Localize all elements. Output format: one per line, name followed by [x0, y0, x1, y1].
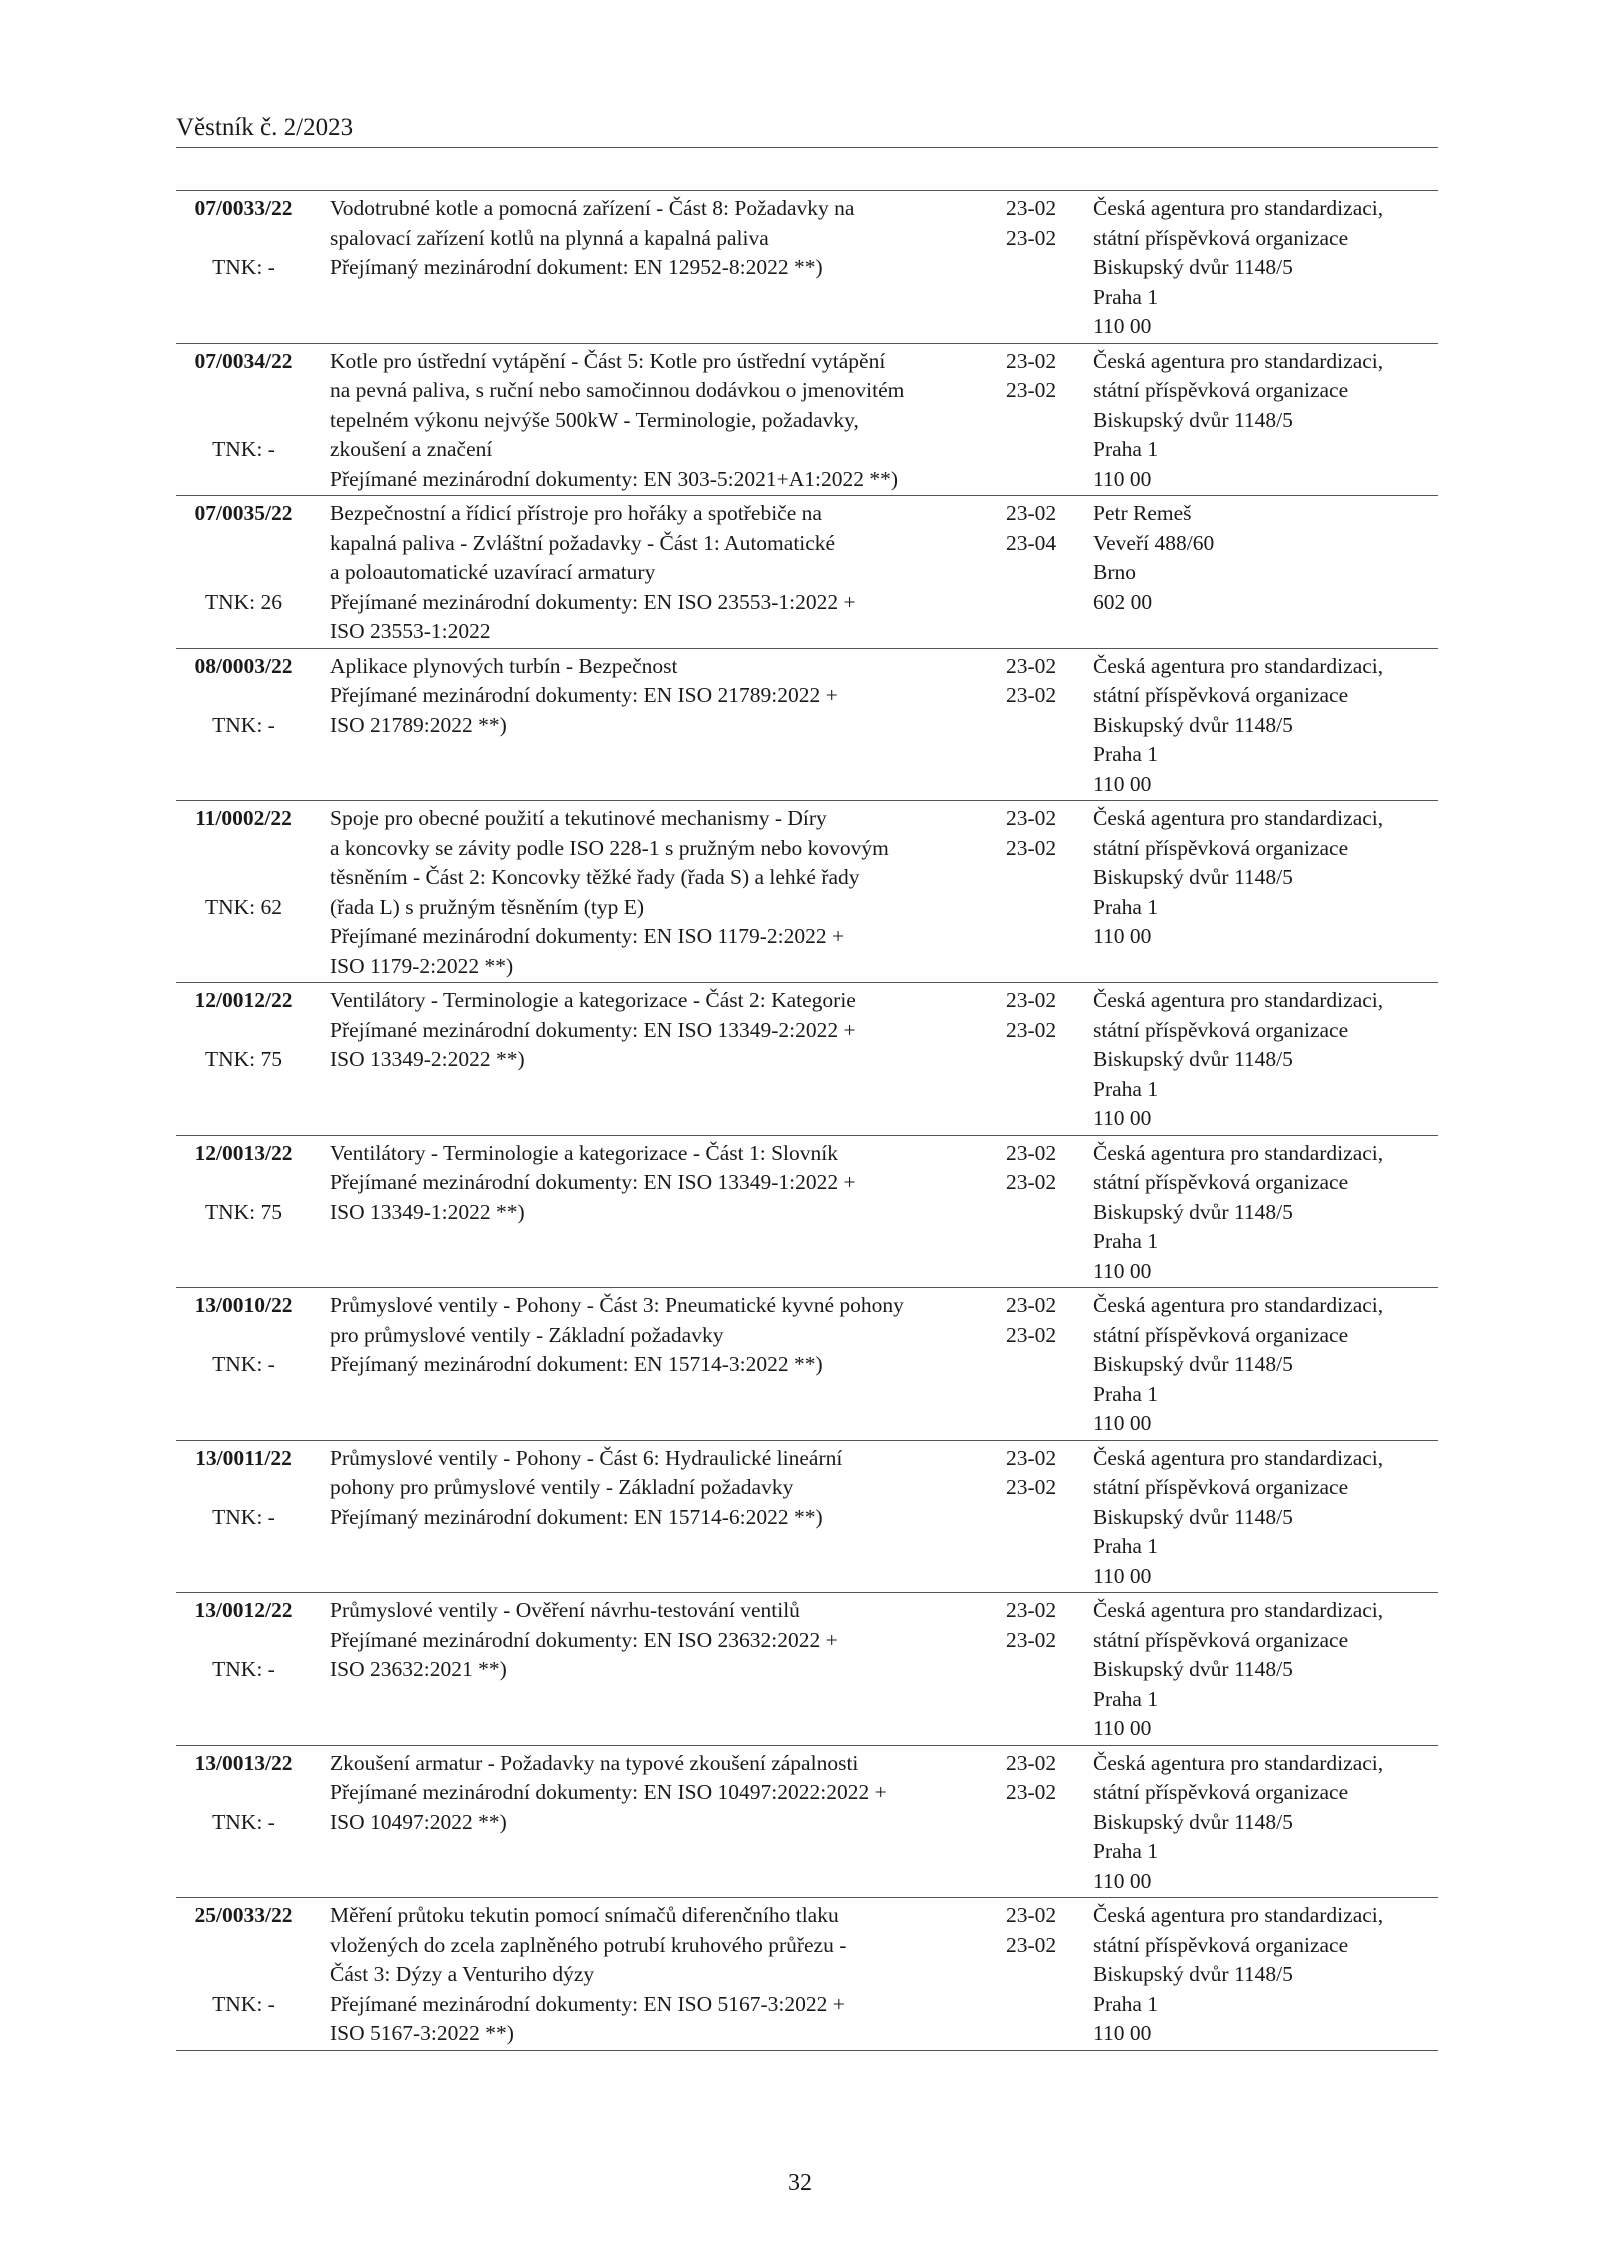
entry-organization-line: Biskupský dvůr 1148/5 [1093, 407, 1293, 432]
standards-table [176, 190, 1438, 2051]
entry-date: 23-02 [1006, 1932, 1057, 1957]
entry-organization-line: Česká agentura pro standardizaci, [1093, 1598, 1384, 1622]
column-gap [311, 1593, 330, 1746]
spacer [176, 558, 311, 588]
entry-date: 23-02 [1006, 1627, 1057, 1652]
entry-dates-cell [1006, 801, 1093, 983]
entry-title-cell [330, 496, 1006, 649]
entry-organization-line: 110 00 [1093, 466, 1152, 491]
entry-organization-line: státní příspěvková organizace [1093, 1170, 1349, 1194]
entry-organization-line: 110 00 [1093, 1411, 1152, 1435]
entry-dates-cell [1006, 1593, 1093, 1746]
entry-organization-line: 110 00 [1093, 1106, 1152, 1130]
entry-organization-line: 110 00 [1093, 1868, 1152, 1893]
entry-organization-line: Biskupský dvůr 1148/5 [1093, 712, 1293, 737]
spacer [176, 1626, 311, 1656]
entry-title-line: ISO 23553-1:2022 [330, 619, 491, 643]
column-gap [311, 191, 330, 344]
spacer [176, 1473, 311, 1503]
entry-tnk: TNK: - [212, 1504, 275, 1529]
entry-organization-line: Biskupský dvůr 1148/5 [1093, 1809, 1293, 1834]
table-row [176, 1593, 1438, 1746]
entry-organization-line: státní příspěvková organizace [1093, 378, 1349, 402]
table-row [176, 496, 1438, 649]
entry-code: 07/0034/22 [194, 348, 293, 373]
entry-code: 13/0012/22 [194, 1598, 293, 1622]
entry-title-cell [330, 1440, 1006, 1593]
entry-organization-line: státní příspěvková organizace [1093, 1932, 1349, 1957]
entry-organization-cell [1093, 983, 1438, 1136]
entry-organization-line: 110 00 [1093, 314, 1152, 338]
spacer [176, 1168, 311, 1198]
entry-dates-cell [1006, 496, 1093, 649]
entry-date: 23-02 [1006, 348, 1057, 373]
entry-date: 23-02 [1006, 378, 1057, 402]
entry-title-cell [330, 1135, 1006, 1288]
entry-code: 13/0010/22 [194, 1293, 293, 1317]
entry-organization-line: státní příspěvková organizace [1093, 1780, 1349, 1804]
entry-title-cell [330, 1898, 1006, 2051]
entry-title-line: Přejímané mezinárodní dokumenty: EN ISO 5167-3:2022 + [330, 1991, 845, 2016]
entry-code: 13/0011/22 [195, 1445, 292, 1470]
entry-title-cell [330, 343, 1006, 496]
entry-code: 07/0035/22 [194, 501, 293, 525]
column-gap [311, 1135, 330, 1288]
entry-code: 08/0003/22 [194, 653, 293, 678]
entry-organization-line: Česká agentura pro standardizaci, [1093, 1293, 1384, 1317]
spacer [176, 681, 311, 711]
entry-title-line: Zkoušení armatur - Požadavky na typové zkoušení zápalnosti [330, 1750, 859, 1775]
entry-title-cell [330, 648, 1006, 801]
entry-code-cell [176, 343, 311, 496]
entry-title-line: ISO 10497:2022 **) [330, 1809, 507, 1834]
table-row [176, 983, 1438, 1136]
table-row [176, 648, 1438, 801]
entry-title-line: Ventilátory - Terminologie a kategorizace - Část 1: Slovník [330, 1140, 838, 1165]
standards-table-body [176, 191, 1438, 2051]
entry-date: 23-02 [1006, 835, 1057, 860]
entry-code-cell [176, 983, 311, 1136]
entry-code-cell [176, 1440, 311, 1593]
entry-title-line: ISO 21789:2022 **) [330, 712, 507, 737]
entry-organization-line: Praha 1 [1093, 1534, 1159, 1558]
entry-code-cell [176, 801, 311, 983]
entry-title-line: Aplikace plynových turbín - Bezpečnost [330, 653, 678, 678]
entry-title-line: ISO 1179-2:2022 **) [330, 953, 514, 978]
entry-date: 23-02 [1006, 806, 1057, 830]
spacer [176, 1778, 311, 1808]
table-row [176, 801, 1438, 983]
entry-title-line: Přejímané mezinárodní dokumenty: EN ISO 23632:2022 + [330, 1627, 838, 1652]
entry-title-line: vložených do zcela zaplněného potrubí kruhového průřezu - [330, 1932, 847, 1957]
entry-tnk: TNK: 75 [204, 1047, 283, 1071]
entry-organization-cell [1093, 801, 1438, 983]
entry-organization-line: Praha 1 [1093, 437, 1159, 461]
entry-organization-line: Biskupský dvůr 1148/5 [1093, 255, 1293, 279]
entry-organization-line: Biskupský dvůr 1148/5 [1093, 1657, 1293, 1681]
entry-organization-line: Praha 1 [1093, 284, 1159, 309]
entry-code-cell [176, 1135, 311, 1288]
entry-date: 23-02 [1006, 1598, 1057, 1622]
entry-date: 23-02 [1006, 1293, 1057, 1317]
entry-organization-line: Praha 1 [1093, 1229, 1159, 1253]
entry-organization-line: státní příspěvková organizace [1093, 1475, 1349, 1499]
entry-title-cell [330, 1593, 1006, 1746]
entry-organization-line: státní příspěvková organizace [1093, 683, 1349, 707]
entry-title-line: Přejímané mezinárodní dokumenty: EN ISO 10497:2022:2022 + [330, 1780, 887, 1804]
entry-organization-line: 110 00 [1093, 2021, 1152, 2045]
entry-organization-cell [1093, 1745, 1438, 1898]
entry-date: 23-02 [1006, 1475, 1057, 1499]
entry-organization-line: 110 00 [1093, 1563, 1152, 1588]
entry-title-cell [330, 1745, 1006, 1898]
entry-title-line: kapalná paliva - Zvláštní požadavky - Část 1: Automatické [330, 530, 836, 555]
entry-organization-line: Praha 1 [1093, 894, 1159, 919]
entry-date: 23-02 [1006, 1170, 1057, 1194]
entry-code-cell [176, 1593, 311, 1746]
column-gap [311, 983, 330, 1136]
entry-date: 23-02 [1006, 1017, 1057, 1042]
table-row [176, 1288, 1438, 1441]
entry-organization-line: 602 00 [1093, 589, 1153, 614]
entry-title-line: Přejímaný mezinárodní dokument: EN 15714-3:2022 **) [330, 1352, 823, 1376]
entry-organization-cell [1093, 1593, 1438, 1746]
entry-organization-line: Česká agentura pro standardizaci, [1093, 196, 1384, 220]
entry-date: 23-02 [1006, 653, 1057, 678]
spacer [176, 406, 311, 436]
entry-title-line: (řada L) s pružným těsněním (typ E) [330, 894, 645, 919]
entry-code: 25/0033/22 [194, 1903, 293, 1927]
entry-organization-line: Veveří 488/60 [1093, 530, 1215, 555]
entry-tnk: TNK: - [212, 1809, 275, 1834]
entry-title-line: a poloautomatické uzavírací armatury [330, 560, 656, 584]
entry-title-cell [330, 801, 1006, 983]
entry-organization-line: Biskupský dvůr 1148/5 [1093, 1352, 1293, 1376]
spacer [176, 863, 311, 893]
entry-organization-line: Česká agentura pro standardizaci, [1093, 1140, 1384, 1165]
entry-title-line: Vodotrubné kotle a pomocná zařízení - Část 8: Požadavky na [330, 196, 855, 220]
entry-title-cell [330, 983, 1006, 1136]
entry-title-line: Měření průtoku tekutin pomocí snímačů diferenčního tlaku [330, 1903, 839, 1927]
entry-title-line: Bezpečnostní a řídicí přístroje pro hořáky a spotřebiče na [330, 501, 822, 525]
column-gap [311, 343, 330, 496]
column-gap [311, 1440, 330, 1593]
entry-tnk: TNK: 62 [204, 894, 283, 919]
entry-organization-line: státní příspěvková organizace [1093, 225, 1349, 250]
entry-organization-line: Praha 1 [1093, 1839, 1159, 1863]
entry-title-line: Přejímané mezinárodní dokumenty: EN ISO 23553-1:2022 + [330, 589, 856, 614]
entry-organization-line: Biskupský dvůr 1148/5 [1093, 865, 1293, 889]
entry-dates-cell [1006, 983, 1093, 1136]
entry-title-line: Přejímané mezinárodní dokumenty: EN ISO 13349-1:2022 + [330, 1170, 856, 1194]
entry-organization-cell [1093, 1440, 1438, 1593]
entry-code-cell [176, 1288, 311, 1441]
entry-tnk: TNK: - [212, 255, 275, 279]
entry-organization-cell [1093, 1898, 1438, 2051]
spacer [176, 1931, 311, 1961]
entry-organization-line: Petr Remeš [1093, 501, 1192, 525]
entry-tnk: TNK: - [212, 712, 275, 737]
entry-tnk: TNK: 75 [204, 1199, 283, 1224]
entry-title-line: Průmyslové ventily - Pohony - Část 6: Hydraulické lineární [330, 1445, 843, 1470]
entry-code: 12/0013/22 [194, 1140, 293, 1165]
entry-date: 23-02 [1006, 683, 1057, 707]
entry-code-cell [176, 1745, 311, 1898]
entry-code: 07/0033/22 [194, 196, 293, 220]
entry-tnk: TNK: - [212, 437, 275, 461]
column-gap [311, 1898, 330, 2051]
entry-code-cell [176, 496, 311, 649]
entry-organization-cell [1093, 496, 1438, 649]
entry-organization-line: Praha 1 [1093, 1991, 1159, 2016]
entry-tnk: TNK: - [212, 1657, 275, 1681]
entry-date: 23-02 [1006, 1750, 1057, 1775]
entry-organization-line: Česká agentura pro standardizaci, [1093, 653, 1384, 678]
entry-organization-line: Česká agentura pro standardizaci, [1093, 1903, 1384, 1927]
entry-dates-cell [1006, 1745, 1093, 1898]
spacer [176, 1960, 311, 1990]
entry-date: 23-02 [1006, 1140, 1057, 1165]
entry-title-line: ISO 23632:2021 **) [330, 1657, 507, 1681]
entry-title-line: tepelném výkonu nejvýše 500kW - Terminologie, požadavky, [330, 407, 859, 432]
entry-title-line: zkoušení a značení [330, 437, 493, 461]
spacer [176, 1321, 311, 1351]
entry-dates-cell [1006, 343, 1093, 496]
entry-organization-line: Biskupský dvůr 1148/5 [1093, 1047, 1293, 1071]
entry-tnk: TNK: - [212, 1352, 275, 1376]
entry-title-line: Přejímané mezinárodní dokumenty: EN 303-5:2021+A1:2022 **) [330, 466, 899, 491]
entry-title-line: spalovací zařízení kotlů na plynná a kapalná paliva [330, 225, 769, 250]
entry-date: 23-02 [1006, 1322, 1057, 1347]
entry-title-line: ISO 13349-1:2022 **) [330, 1199, 525, 1224]
entry-organization-line: Biskupský dvůr 1148/5 [1093, 1504, 1293, 1529]
entry-date: 23-02 [1006, 196, 1057, 220]
spacer [176, 376, 311, 406]
entry-title-cell [330, 1288, 1006, 1441]
entry-code: 12/0012/22 [194, 988, 293, 1012]
entry-title-line: pohony pro průmyslové ventily - Základní požadavky [330, 1475, 794, 1499]
entry-organization-cell [1093, 343, 1438, 496]
entry-organization-line: 110 00 [1093, 924, 1152, 948]
entry-organization-line: Praha 1 [1093, 1076, 1159, 1101]
entry-organization-line: Česká agentura pro standardizaci, [1093, 1750, 1384, 1775]
table-row [176, 191, 1438, 344]
entry-tnk: TNK: 26 [204, 589, 283, 614]
entry-title-line: Přejímané mezinárodní dokumenty: EN ISO 1179-2:2022 + [330, 924, 845, 948]
entry-dates-cell [1006, 1898, 1093, 2051]
table-row [176, 1898, 1438, 2051]
entry-title-line: Přejímaný mezinárodní dokument: EN 15714-6:2022 **) [330, 1504, 823, 1529]
entry-date: 23-02 [1006, 225, 1057, 250]
entry-organization-line: Česká agentura pro standardizaci, [1093, 348, 1384, 373]
entry-title-line: Přejímané mezinárodní dokumenty: EN ISO 21789:2022 + [330, 683, 838, 707]
page-number: 32 [788, 2170, 812, 2196]
entry-title-line: Spoje pro obecné použití a tekutinové mechanismy - Díry [330, 806, 827, 830]
column-gap [311, 801, 330, 983]
entry-organization-line: Česká agentura pro standardizaci, [1093, 988, 1384, 1012]
entry-title-line: Část 3: Dýzy a Venturiho dýzy [330, 1962, 595, 1986]
entry-dates-cell [1006, 1440, 1093, 1593]
entry-organization-line: Praha 1 [1093, 742, 1159, 766]
entry-organization-cell [1093, 1135, 1438, 1288]
entry-organization-line: Biskupský dvůr 1148/5 [1093, 1199, 1293, 1224]
table-row [176, 1135, 1438, 1288]
column-gap [311, 648, 330, 801]
entry-organization-line: Česká agentura pro standardizaci, [1093, 806, 1384, 830]
entry-date: 23-02 [1006, 501, 1057, 525]
entry-code-cell [176, 648, 311, 801]
entry-code: 13/0013/22 [194, 1750, 293, 1775]
entry-code: 11/0002/22 [195, 806, 292, 830]
entry-organization-line: 110 00 [1093, 1716, 1152, 1740]
entry-date: 23-02 [1006, 1445, 1057, 1470]
entry-title-line: a koncovky se závity podle ISO 228-1 s pružným nebo kovovým [330, 835, 889, 860]
entry-organization-line: Brno [1093, 560, 1136, 584]
entry-organization-line: Praha 1 [1093, 1686, 1159, 1711]
entry-title-line: Průmyslové ventily - Pohony - Část 3: Pneumatické kyvné pohony [330, 1293, 904, 1317]
entry-title-line: na pevná paliva, s ruční nebo samočinnou dodávkou o jmenovitém [330, 378, 905, 402]
entry-date: 23-02 [1006, 988, 1057, 1012]
entry-dates-cell [1006, 1288, 1093, 1441]
column-gap [311, 1745, 330, 1898]
entry-organization-cell [1093, 191, 1438, 344]
entry-organization-line: Biskupský dvůr 1148/5 [1093, 1962, 1293, 1986]
spacer [176, 834, 311, 864]
entry-organization-line: státní příspěvková organizace [1093, 835, 1349, 860]
entry-title-line: ISO 13349-2:2022 **) [330, 1047, 525, 1071]
entry-title-line: Kotle pro ústřední vytápění - Část 5: Kotle pro ústřední vytápění [330, 348, 886, 373]
entry-title-line: Ventilátory - Terminologie a kategorizace - Část 2: Kategorie [330, 988, 856, 1012]
spacer [176, 1016, 311, 1046]
entry-title-line: těsněním - Část 2: Koncovky těžké řady (řada S) a lehké řady [330, 865, 860, 889]
entry-organization-cell [1093, 648, 1438, 801]
journal-title: Věstník č. 2/2023 [176, 114, 354, 141]
spacer [176, 224, 311, 254]
entry-title-line: Přejímaný mezinárodní dokument: EN 12952-8:2022 **) [330, 255, 823, 279]
entry-dates-cell [1006, 1135, 1093, 1288]
entry-organization-line: 110 00 [1093, 1258, 1152, 1283]
entry-date: 23-02 [1006, 1903, 1057, 1927]
column-gap [311, 496, 330, 649]
entry-dates-cell [1006, 648, 1093, 801]
entry-title-line: Přejímané mezinárodní dokumenty: EN ISO 13349-2:2022 + [330, 1017, 856, 1042]
entry-organization-line: Praha 1 [1093, 1381, 1159, 1406]
entry-date: 23-02 [1006, 1780, 1057, 1804]
table-row [176, 1440, 1438, 1593]
entry-title-line: ISO 5167-3:2022 **) [330, 2021, 514, 2045]
entry-organization-line: Česká agentura pro standardizaci, [1093, 1445, 1384, 1470]
entry-code-cell [176, 191, 311, 344]
entry-organization-line: státní příspěvková organizace [1093, 1322, 1349, 1347]
entry-organization-line: 110 00 [1093, 771, 1152, 796]
journal-header [176, 111, 1438, 148]
entry-organization-line: státní příspěvková organizace [1093, 1017, 1349, 1042]
entry-tnk: TNK: - [212, 1991, 275, 2016]
entry-title-line: pro průmyslové ventily - Základní požadavky [330, 1322, 724, 1347]
column-gap [311, 1288, 330, 1441]
entry-title-cell [330, 191, 1006, 344]
entry-organization-cell [1093, 1288, 1438, 1441]
entry-dates-cell [1006, 191, 1093, 344]
entry-date: 23-04 [1006, 530, 1057, 555]
entry-title-line: Průmyslové ventily - Ověření návrhu-testování ventilů [330, 1598, 800, 1622]
table-row [176, 343, 1438, 496]
spacer [176, 529, 311, 559]
entry-organization-line: státní příspěvková organizace [1093, 1627, 1349, 1652]
entry-code-cell [176, 1898, 311, 2051]
table-row [176, 1745, 1438, 1898]
